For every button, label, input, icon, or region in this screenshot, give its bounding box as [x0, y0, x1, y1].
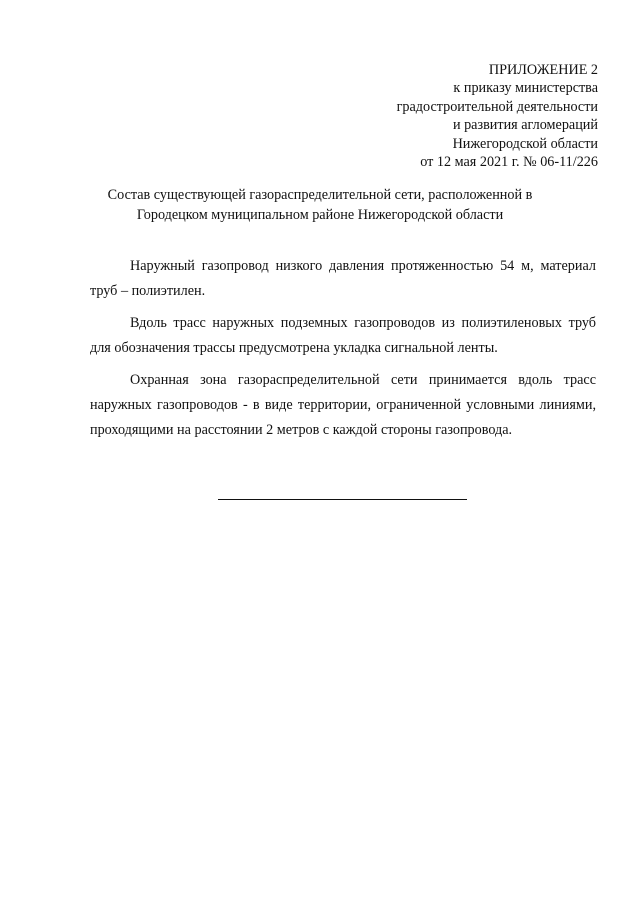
document-title-line: Состав существующей газораспределительной сети, расположенной в	[107, 187, 533, 203]
body-paragraph: Наружный газопровод низкого давления протяженностью 54 м, материал труб – полиэтилен.	[90, 258, 596, 299]
document-body	[90, 254, 596, 450]
approval-line: к приказу министерства	[453, 80, 598, 97]
body-paragraph: Вдоль трасс наружных подземных газопроводов из полиэтиленовых труб для обозначения трассы предусмотрена укладка сигнальной ленты.	[90, 315, 596, 356]
approval-line: Нижегородской области	[452, 135, 598, 152]
document-title-line: Городецком муниципальном районе Нижегородской области	[136, 206, 504, 223]
approval-line: и развития агломераций	[452, 117, 598, 134]
end-of-document-rule	[218, 499, 467, 500]
approval-annex-number: ПРИЛОЖЕНИЕ 2	[488, 62, 598, 78]
approval-block	[397, 61, 598, 171]
approval-line: градостроительной деятельности	[396, 98, 598, 115]
body-paragraph: Охранная зона газораспределительной сети принимается вдоль трасс наружных газопроводов - в виде территории, ограниченной условными линиями, проходящими на расстоянии 2 метров с каждой стороны газопровода.	[90, 372, 596, 438]
document-title	[80, 186, 560, 225]
approval-order-date-number: от 12 мая 2021 г. № 06-11/226	[420, 154, 598, 171]
